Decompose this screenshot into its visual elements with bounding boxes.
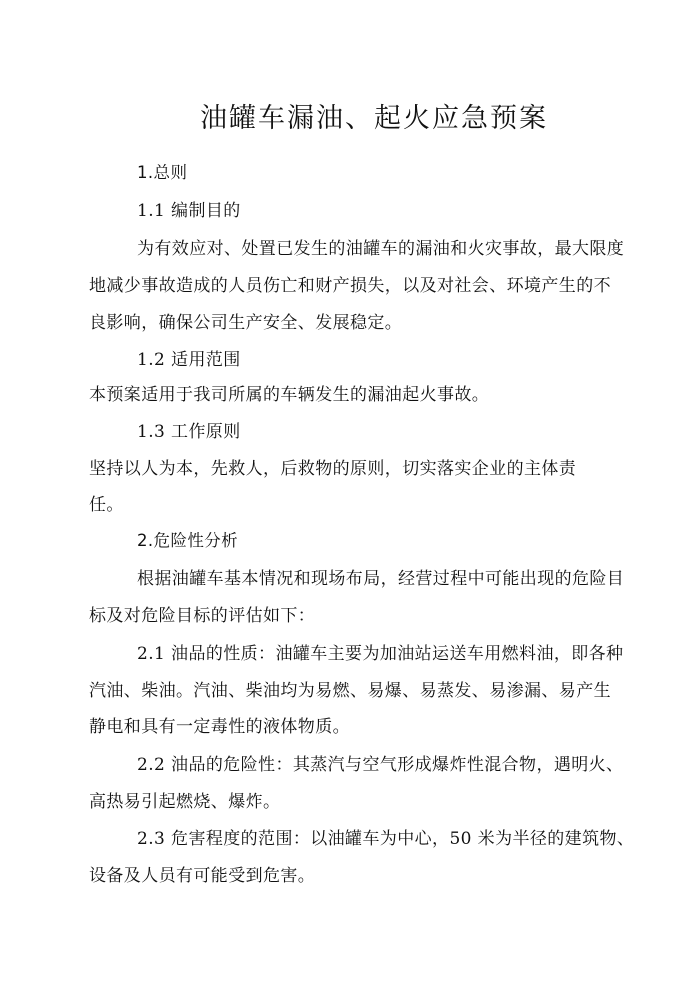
paragraph-line: 任。	[89, 495, 124, 515]
paragraph-line: 坚持以人为本，先救人，后救物的原则，切实落实企业的主体责	[89, 459, 577, 479]
document-title: 油罐车漏油、起火应急预案	[200, 103, 548, 134]
subsection-heading-purpose: 1.1 编制目的	[137, 201, 241, 221]
subsection-heading-scope: 1.2 适用范围	[137, 350, 241, 370]
paragraph-line: 良影响，确保公司生产安全、发展稳定。	[89, 313, 403, 333]
paragraph-line: 高热易引起燃烧、爆炸。	[89, 792, 281, 812]
paragraph-line: 标及对危险目标的评估如下：	[89, 606, 316, 626]
subsection-heading-principle: 1.3 工作原则	[137, 422, 241, 442]
paragraph-line: 2.2 油品的危险性：其蒸汽与空气形成爆炸性混合物，遇明火、	[137, 755, 624, 775]
paragraph-line: 2.1 油品的性质：油罐车主要为加油站运送车用燃料油，即各种	[137, 644, 624, 664]
paragraph-line: 静电和具有一定毒性的液体物质。	[89, 717, 350, 737]
paragraph-line: 汽油、柴油。汽油、柴油均为易燃、易爆、易蒸发、易渗漏、易产生	[89, 681, 611, 701]
paragraph-line: 为有效应对、处置已发生的油罐车的漏油和火灾事故，最大限度	[137, 239, 625, 259]
paragraph-line: 根据油罐车基本情况和现场布局，经营过程中可能出现的危险目	[137, 569, 625, 589]
section-heading-hazard-analysis: 2.危险性分析	[137, 531, 239, 550]
paragraph-line: 地减少事故造成的人员伤亡和财产损失，以及对社会、环境产生的不	[89, 276, 611, 296]
paragraph-line: 本预案适用于我司所属的车辆发生的漏油起火事故。	[89, 385, 490, 405]
paragraph-line: 设备及人员有可能受到危害。	[89, 866, 316, 886]
paragraph-line: 2.3 危害程度的范围：以油罐车为中心，50 米为半径的建筑物、	[137, 829, 635, 849]
section-heading-general: 1.总则	[137, 163, 188, 182]
